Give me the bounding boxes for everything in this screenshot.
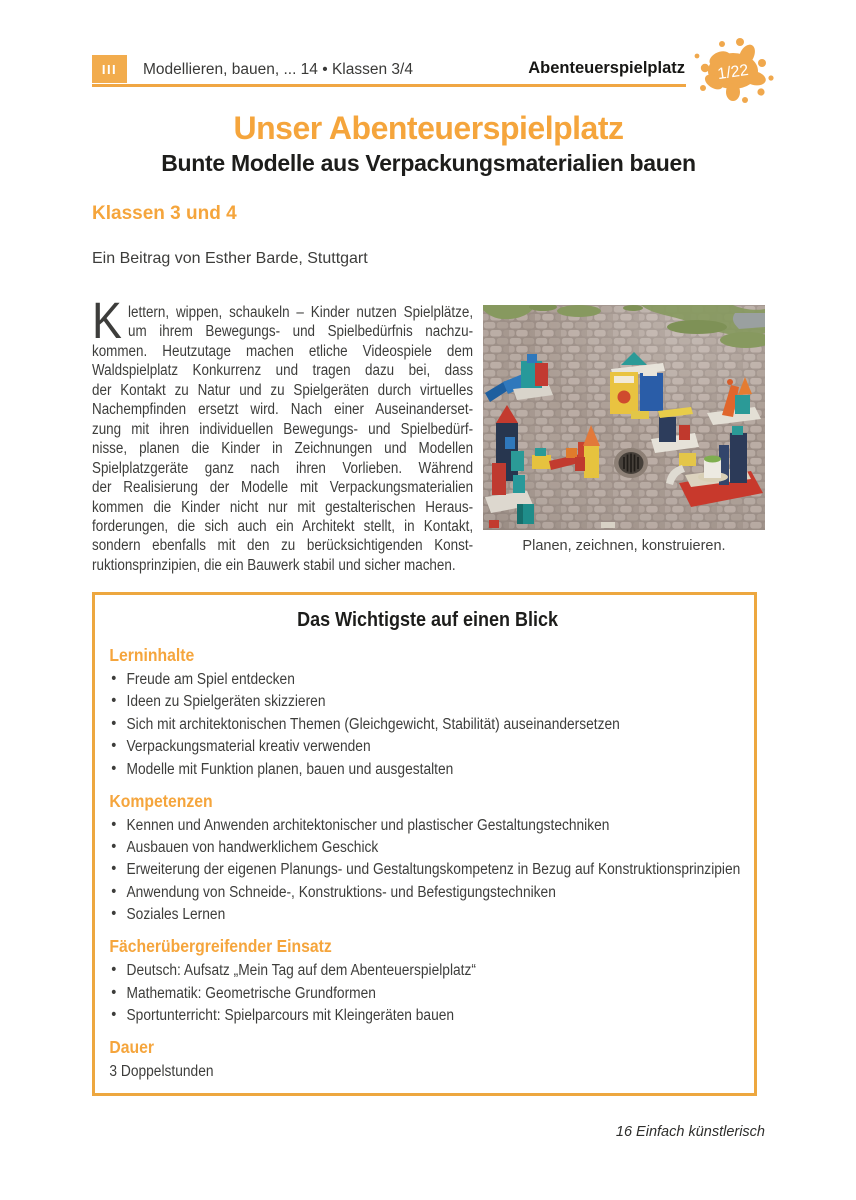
intro-line: ruktionsprinzipien, die ein Bauwerk stabil und sicher machen. xyxy=(92,556,456,574)
bullet-item: • Sich mit architektonischen Themen (Gleichgewicht, Stabilität) auseinandersetzen xyxy=(109,716,745,733)
article-photo-illustration xyxy=(483,305,765,530)
intro-line: zung mit ihren individuellen Bewegungs- und Spielbedürf- xyxy=(92,420,474,438)
article-subtitle: Bunte Modelle aus Verpackungsmaterialien bauen xyxy=(161,150,696,176)
overview-box-title: Das Wichtigste auf einen Blick xyxy=(297,609,559,631)
article-title: Unser Abenteuerspielplatz xyxy=(233,110,624,146)
overview-section xyxy=(109,791,745,924)
bullet-list xyxy=(109,962,745,1024)
bullet-item: • Ausbauen von handwerklichem Geschick xyxy=(109,839,745,856)
stone-slab xyxy=(733,313,765,329)
section-heading: Kompetenzen xyxy=(109,790,213,811)
bullet-item: • Erweiterung der eigenen Planungs- und Gestaltungskompetenz in Bezug auf Konstruktionsprinzipien xyxy=(109,861,745,878)
section-heading: Fächerübergreifender Einsatz xyxy=(109,936,332,957)
bullet-item: • Ideen zu Spielgeräten skizzieren xyxy=(109,693,745,710)
intro-line: forderungen, die sich auch ein Architekt stellt, in Kontakt, xyxy=(92,517,474,535)
byline: Ein Beitrag von Esther Barde, Stuttgart xyxy=(92,250,368,267)
section-note: 3 Doppelstunden xyxy=(109,1062,214,1080)
bullet-item: • Mathematik: Geometrische Grundformen xyxy=(109,985,745,1002)
overview-section xyxy=(109,645,745,778)
chapter-tab: III xyxy=(92,55,127,83)
intro-lines xyxy=(92,303,473,575)
bullet-item: • Kennen und Anwenden architektonischer und plastischer Gestaltungstechniken xyxy=(109,817,745,834)
article-photo xyxy=(483,305,765,554)
overview-section xyxy=(109,1037,745,1081)
section-heading: Lerninhalte xyxy=(109,645,195,665)
intro-line: der Kontakt zu Natur und zu Spielgeräten durch virtuelles xyxy=(92,381,474,399)
intro-line: um ihrem Bewegungs- und Spielbedürfnis nachzu- xyxy=(128,323,474,341)
photo-caption: Planen, zeichnen, konstruieren. xyxy=(522,538,726,554)
drain-cover xyxy=(614,448,648,478)
bullet-item: • Deutsch: Aufsatz „Mein Tag auf dem Abenteuerspielplatz“ xyxy=(109,962,745,979)
overview-sections xyxy=(109,645,745,1081)
drop-cap: K xyxy=(92,292,122,349)
bullet-list xyxy=(109,817,745,924)
intro-line: lettern, wippen, schaukeln – Kinder nutzen Spielplätze, xyxy=(128,304,474,321)
intro-line: der Realisierung der Modelle mit Verpackungsmaterialien xyxy=(92,479,474,497)
intro-line: sondern ebenfalls mit den zu berücksichtigenden Konst- xyxy=(92,537,474,555)
overview-box-inner xyxy=(95,595,760,1093)
intro-line: kommen. Heutzutage machen etliche Videospiele dem xyxy=(92,342,474,360)
intro-paragraph xyxy=(92,292,474,575)
overview-box xyxy=(92,592,757,1096)
bullet-item: • Freude am Spiel entdecken xyxy=(109,671,745,688)
intro-line: kommen die Kinder nicht nur mit gestalterischen Heraus- xyxy=(92,498,474,516)
section-heading: Dauer xyxy=(109,1036,155,1057)
bullet-item: • Soziales Lernen xyxy=(109,906,745,923)
intro-line: nisse, planen die Kinder in Zeichnungen und Modellen xyxy=(92,440,474,458)
bullet-list xyxy=(109,671,745,778)
bullet-item: • Anwendung von Schneide-, Konstruktions- und Befestigungstechniken xyxy=(109,884,745,901)
intro-line: Nachempfinden ersetzt wird. Nach einer Auseinanderset- xyxy=(92,401,474,419)
intro-line: Waldspielplatz Konkurrenz und tragen dazu bei, dass xyxy=(92,362,474,380)
classes-heading: Klassen 3 und 4 xyxy=(92,203,237,224)
header-rule xyxy=(92,84,686,87)
bullet-item: • Verpackungsmaterial kreativ verwenden xyxy=(109,738,745,755)
page-footer: 16 Einfach künstlerisch xyxy=(615,1124,765,1140)
bullet-item: • Modelle mit Funktion planen, bauen und ausgestalten xyxy=(109,761,745,778)
bullet-item: • Sportunterricht: Spielparcours mit Kleingeräten bauen xyxy=(109,1007,745,1024)
intro-line: Spielplatzgeräte ganz nach ihren Vorlieben. Während xyxy=(92,459,474,477)
paint-splat-icon xyxy=(691,34,777,106)
header-topic-label: Abenteuerspielplatz xyxy=(528,59,685,77)
header-series-label: Modellieren, bauen, ... 14 • Klassen 3/4 xyxy=(143,61,413,78)
page-badge: 1/22 xyxy=(716,61,750,84)
overview-section xyxy=(109,936,745,1024)
